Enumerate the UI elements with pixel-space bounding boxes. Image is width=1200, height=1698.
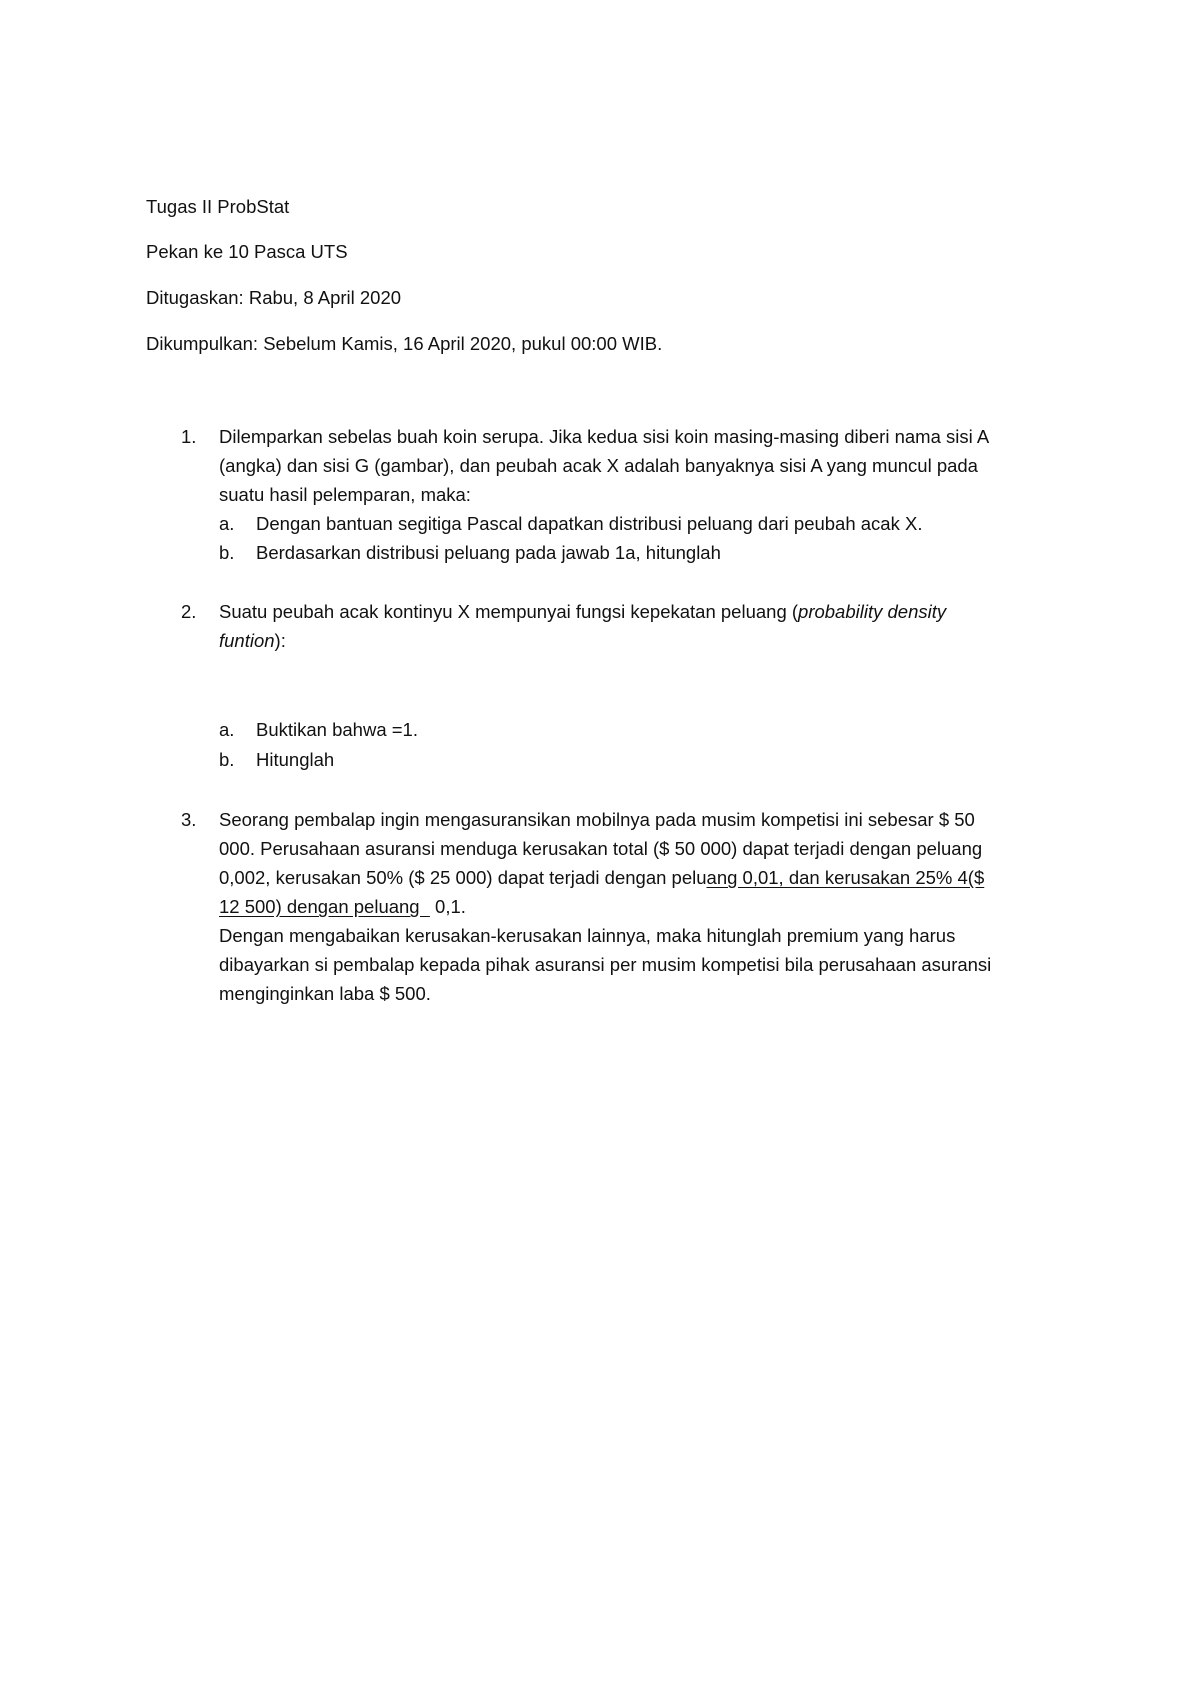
question-text bbox=[219, 597, 1079, 655]
sub-item-letter: b. bbox=[219, 749, 235, 770]
question-line: dibayarkan si pembalap kepada pihak asuransi per musim kompetisi bila perusahaan asuransi bbox=[219, 954, 992, 975]
question-line: (angka) dan sisi G (gambar), dan peubah acak X adalah banyaknya sisi A yang muncul pada bbox=[219, 455, 978, 476]
question-line: 000. Perusahaan asuransi menduga kerusakan total ($ 50 000) dapat terjadi dengan peluang bbox=[219, 838, 983, 859]
question-text-italic: probability density bbox=[798, 601, 947, 622]
question-text-plain: ): bbox=[274, 630, 286, 651]
doc-due-date: Dikumpulkan: Sebelum Kamis, 16 April 2020, pukul 00:00 WIB. bbox=[146, 333, 663, 354]
doc-title: Tugas II ProbStat bbox=[146, 196, 290, 217]
question-text-plain: 0,002, kerusakan 50% ($ 25 000) dapat terjadi dengan pelu bbox=[219, 867, 707, 888]
question-line bbox=[219, 626, 1079, 655]
question-line: suatu hasil pelemparan, maka: bbox=[219, 484, 471, 505]
question-text-italic: funtion bbox=[219, 630, 275, 651]
question-line: Dengan mengabaikan kerusakan-kerusakan lainnya, maka hitunglah premium yang harus bbox=[219, 925, 956, 946]
question-text bbox=[219, 422, 1079, 509]
question-number: 3. bbox=[181, 809, 197, 830]
question-line: Seorang pembalap ingin mengasuransikan mobilnya pada musim kompetisi ini sebesar $ 50 bbox=[219, 809, 975, 830]
sub-item-text: Hitunglah bbox=[256, 749, 335, 770]
question-line bbox=[219, 863, 1079, 892]
question-line bbox=[219, 892, 1079, 921]
doc-assigned-date: Ditugaskan: Rabu, 8 April 2020 bbox=[146, 287, 402, 308]
question-line: Dilemparkan sebelas buah koin serupa. Jika kedua sisi koin masing-masing diberi nama sisi A bbox=[219, 426, 990, 447]
sub-item-text: Dengan bantuan segitiga Pascal dapatkan distribusi peluang dari peubah acak X. bbox=[256, 513, 923, 534]
question-text-plain: Suatu peubah acak kontinyu X mempunyai fungsi kepekatan peluang ( bbox=[219, 601, 799, 622]
sub-item-letter: a. bbox=[219, 719, 235, 740]
sub-item-letter: a. bbox=[219, 513, 235, 534]
doc-week: Pekan ke 10 Pasca UTS bbox=[146, 241, 348, 262]
question-text-underlined: ang 0,01, dan kerusakan 25% 4($ bbox=[706, 867, 985, 888]
question-text bbox=[219, 805, 1079, 1008]
sub-item-text: Buktikan bahwa =1. bbox=[256, 719, 418, 740]
question-number: 1. bbox=[181, 426, 197, 447]
question-number: 2. bbox=[181, 601, 197, 622]
sub-item-text: Berdasarkan distribusi peluang pada jawab 1a, hitunglah bbox=[256, 542, 721, 563]
question-line: menginginkan laba $ 500. bbox=[219, 983, 431, 1004]
question-text-underlined: 12 500) dengan peluang bbox=[219, 896, 430, 917]
sub-item-letter: b. bbox=[219, 542, 235, 563]
question-line bbox=[219, 597, 1079, 626]
question-text-plain: 0,1. bbox=[429, 896, 466, 917]
